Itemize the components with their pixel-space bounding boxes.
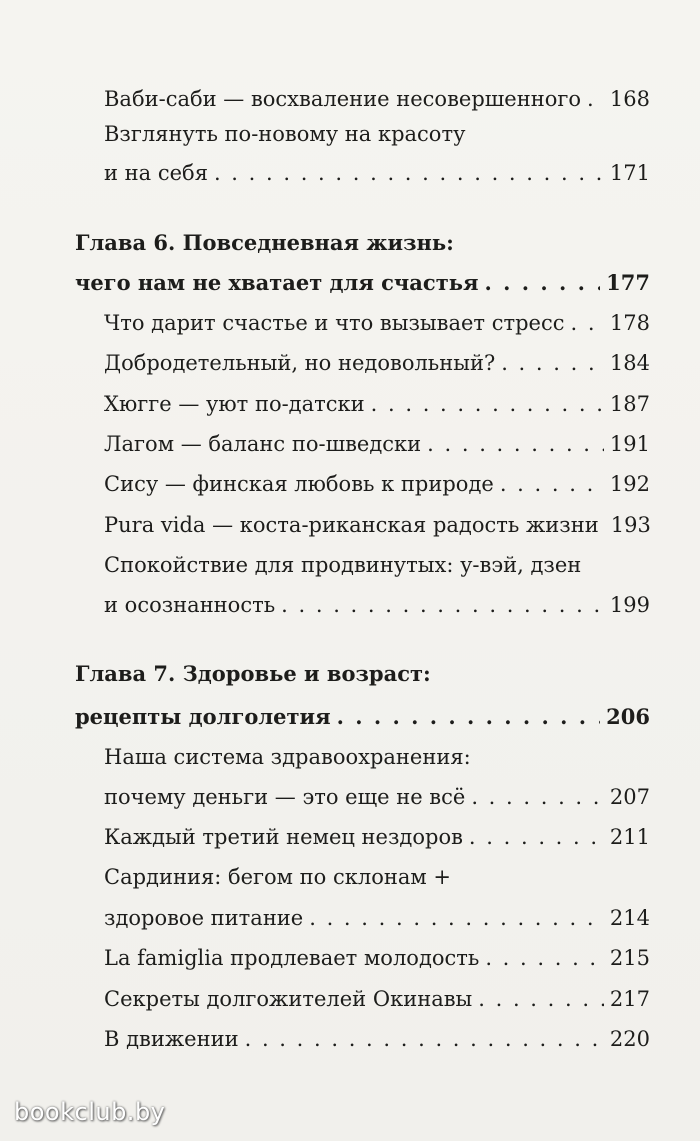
chapter-heading (75, 661, 650, 687)
toc-page-number: 178 (609, 311, 650, 335)
toc-entry (104, 512, 650, 538)
toc-entry (104, 744, 650, 770)
toc-dot-leader (570, 310, 603, 336)
toc-entry-title: почему деньги — это еще не всё (104, 785, 466, 809)
toc-entry-title: Спокойствие для продвинутых: у-вэй, дзен (104, 553, 582, 577)
toc-entry (104, 350, 650, 376)
toc-entry-title: Наша система здравоохранения: (104, 745, 471, 769)
chapter-title: Глава 7. Здоровье и возраст: (75, 661, 431, 686)
toc-entry-title: Ваби-саби — восхваление несовершенного (104, 87, 581, 111)
toc-page-number: 193 (610, 513, 651, 537)
toc-page-number: 214 (609, 906, 650, 930)
toc-page-number: 215 (609, 946, 650, 970)
toc-entry (104, 945, 650, 971)
toc-page-number: 177 (606, 270, 650, 295)
toc-entry-title: Что дарит счастье и что вызывает стресс (104, 311, 565, 335)
toc-entry-title: Взглянуть по-новому на красоту (104, 122, 466, 146)
toc-dot-leader (500, 471, 604, 497)
toc-entry-title: Добродетельный, но недовольный? (104, 351, 496, 375)
toc-entry-title: и осознанность (104, 593, 276, 617)
toc-dot-leader (478, 986, 604, 1012)
toc-entry-title: La famiglia продлевает молодость (104, 946, 480, 970)
toc-entry-title: Каждый третий немец нездоров (104, 825, 463, 849)
toc-entry-title: и на себя (104, 161, 208, 185)
toc-entry (104, 121, 650, 147)
toc-entry (104, 431, 650, 457)
toc-page-number: 217 (609, 987, 650, 1011)
toc-page-number: 220 (609, 1027, 650, 1051)
toc-dot-leader (471, 784, 604, 810)
toc-page-number: 207 (609, 785, 650, 809)
chapter-heading (75, 230, 650, 256)
toc-dot-leader (587, 86, 604, 112)
toc-dot-leader (427, 431, 604, 457)
toc-dot-leader (214, 160, 604, 186)
toc-entry-title: здоровое питание (104, 906, 304, 930)
toc-entry-title: Лагом — баланс по-шведски (104, 432, 422, 456)
toc-entry (104, 784, 650, 810)
toc-entry-title: Хюгге — уют по-датски (104, 392, 365, 416)
toc-dot-leader (501, 350, 604, 376)
toc-entry (104, 310, 650, 336)
toc-entry (104, 160, 650, 186)
toc-entry (104, 552, 650, 578)
toc-page-number: 168 (609, 87, 650, 111)
chapter-title: чего нам не хватает для счастья (75, 270, 479, 295)
toc-page-number: 206 (606, 704, 650, 729)
toc-entry-title: Сардиния: бегом по склонам + (104, 865, 451, 889)
toc-dot-leader (309, 905, 604, 931)
toc-entry-title: Секреты долгожителей Окинавы (104, 987, 473, 1011)
toc-entry (104, 824, 650, 850)
toc-entry (104, 86, 650, 112)
toc-page-number: 211 (609, 825, 650, 849)
toc-page-number: 187 (609, 392, 650, 416)
toc-dot-leader (281, 592, 604, 618)
toc-entry-title: Pura vida — коста-риканская радость жизни (104, 513, 599, 537)
toc-page-number: 171 (609, 161, 650, 185)
toc-entry (104, 471, 650, 497)
toc-entry-title: В движении (104, 1027, 239, 1051)
toc-entry (104, 986, 650, 1012)
toc-page-number: 199 (609, 593, 650, 617)
toc-page-number: 184 (609, 351, 650, 375)
chapter-heading (75, 704, 650, 730)
chapter-title: Глава 6. Повседневная жизнь: (75, 230, 454, 255)
toc-dot-leader (245, 1026, 604, 1052)
chapter-title: рецепты долголетия (75, 704, 331, 729)
toc-page-number: 192 (609, 472, 650, 496)
toc-dot-leader (337, 704, 601, 730)
toc-entry (104, 391, 650, 417)
toc-page-number: 191 (609, 432, 650, 456)
toc-dot-leader (484, 270, 600, 296)
toc-dot-leader (469, 824, 604, 850)
toc-entry (104, 905, 650, 931)
toc-entry (104, 592, 650, 618)
toc-dot-leader (371, 391, 604, 417)
toc-entry (104, 864, 650, 890)
chapter-heading (75, 270, 650, 296)
site-watermark: bookclub.by (14, 1098, 166, 1126)
toc-dot-leader (485, 945, 604, 971)
toc-entry-title: Сису — финская любовь к природе (104, 472, 494, 496)
toc-entry (104, 1026, 650, 1052)
